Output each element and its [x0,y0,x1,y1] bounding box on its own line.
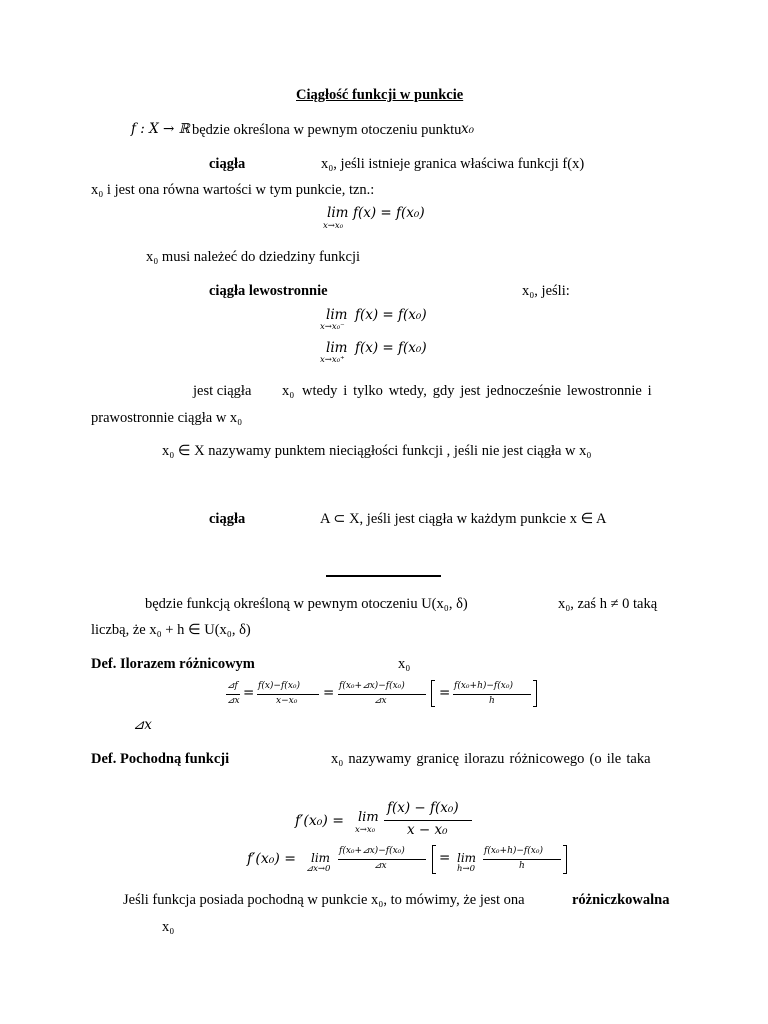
formula-left-expr: f(x) = f(x₀) [355,307,427,323]
final-text: Jeśli funkcja posiada pochodną w punkcie x₀, to mówimy, że jest ona [123,892,525,908]
deriv2-den2: h [519,861,525,871]
delta-x: ⊿x [133,717,152,733]
deriv1-lim: lim [358,810,379,825]
line1-text: będzie określona w pewnym otoczeniu punktu [192,122,462,138]
page-title: Ciągłość funkcji w punkcie [296,87,464,103]
deriv2-sub2: h→0 [457,864,476,874]
final-x0: x₀ [162,919,175,935]
iloraz-f3-num: f(x₀+h)−f(x₀) [454,681,513,691]
formula-left-sub: x→x₀⁻ [320,322,345,332]
iloraz-lhs-num: ⊿f [227,681,238,691]
formula-left-lim: lim [326,307,348,323]
theorem-a: jest ciągła [193,383,252,399]
iloraz-f1-num: f(x)−f(x₀) [258,681,301,691]
domain-note: x₀ musi należeć do dziedziny funkcji [146,249,361,265]
deriv2-num: f(x₀+⊿x)−f(x₀) [339,846,405,856]
def-left-label: ciągła lewostronnie [209,283,328,299]
deriv2-bracket-right [563,845,567,874]
iloraz-bracket-right [533,680,537,707]
theorem-b: x₀ [282,383,295,399]
iloraz-f2-den: ⊿x [374,696,387,706]
iloraz-eq1: = [243,685,255,701]
formula1-expr: f(x) = f(x₀) [353,205,425,221]
def-ciagla-label: ciągła [209,156,246,172]
section-divider [326,575,441,577]
mapping-math: f : X → ℝ [131,121,190,137]
def-pochodna-label: Def. Pochodną funkcji [91,751,230,767]
formula1-lim: lim [327,205,349,221]
deriv2-lim: lim [311,851,331,865]
deriv1-lhs: f′(x₀) = [295,813,344,829]
formula-right-sub: x→x₀⁺ [320,355,345,365]
def-ciagla-text: x₀, jeśli istnieje granica właściwa funkcji f(x) [321,156,585,172]
deriv2-bar [338,859,426,860]
theorem-c: wtedy i tylko wtedy, gdy jest jednocześnie lewostronnie i [302,383,652,399]
deriv1-sub: x→x₀ [355,825,376,835]
deriv1-num: f(x) − f(x₀) [387,800,459,816]
formula-right-expr: f(x) = f(x₀) [355,340,427,356]
final-bold: różniczkowalna [572,892,670,908]
def-iloraz-x0: x₀ [398,656,411,672]
def-left-tail: x₀, jeśli: [522,283,570,299]
iloraz-f3-den: h [489,696,495,706]
deriv2-sub: ⊿x→0 [306,864,331,874]
iloraz-f2-num: f(x₀+⊿x)−f(x₀) [339,681,405,691]
def-iloraz-label: Def. Ilorazem różnicowym [91,656,255,672]
deriv2-eq: = [439,850,451,866]
def-ciagla-text2: x₀ i jest ona równa wartości w tym punkcie, tzn.: [91,182,375,198]
deriv2-lim2: lim [457,851,477,865]
deriv-intro-b: x₀, zaś h ≠ 0 taką [558,596,658,612]
deriv2-lhs: f′(x₀) = [247,851,296,867]
formula-right-lim: lim [326,340,348,356]
iloraz-lhs-bar [226,694,240,695]
formula1-sub: x→x₀ [323,221,344,231]
iloraz-f3-bar [453,694,531,695]
iloraz-bracket-left [431,680,435,707]
iloraz-eq2: = [323,685,335,701]
iloraz-f1-den: x−x₀ [276,696,298,706]
line1-x0: x₀ [461,121,475,137]
iloraz-f1-bar [257,694,319,695]
iloraz-eq3: = [439,685,451,701]
deriv2-bar2 [483,859,561,860]
deriv1-bar [384,820,472,821]
discontinuity-text: x₀ ∈ X nazywamy punktem nieciągłości funkcji , jeśli nie jest ciągła w x₀ [162,443,592,459]
deriv-intro-c: liczbą, że x₀ + h ∈ U(x₀, δ) [91,622,251,638]
def-set-label: ciągła [209,511,246,527]
theorem-d: prawostronnie ciągła w x₀ [91,410,243,426]
iloraz-lhs-den: ⊿x [227,696,240,706]
deriv-intro-a: będzie funkcją określoną w pewnym otoczeniu U(x₀, δ) [145,596,468,612]
deriv2-bracket-left [432,845,436,874]
def-set-text: A ⊂ X, jeśli jest ciągła w każdym punkcie x ∈ A [320,511,607,527]
deriv2-den: ⊿x [374,861,387,871]
def-pochodna-text: x₀ nazywamy granicę ilorazu różnicowego (o ile taka [331,751,651,767]
iloraz-f2-bar [338,694,426,695]
deriv2-num2: f(x₀+h)−f(x₀) [484,846,543,856]
deriv1-den: x − x₀ [407,822,448,838]
